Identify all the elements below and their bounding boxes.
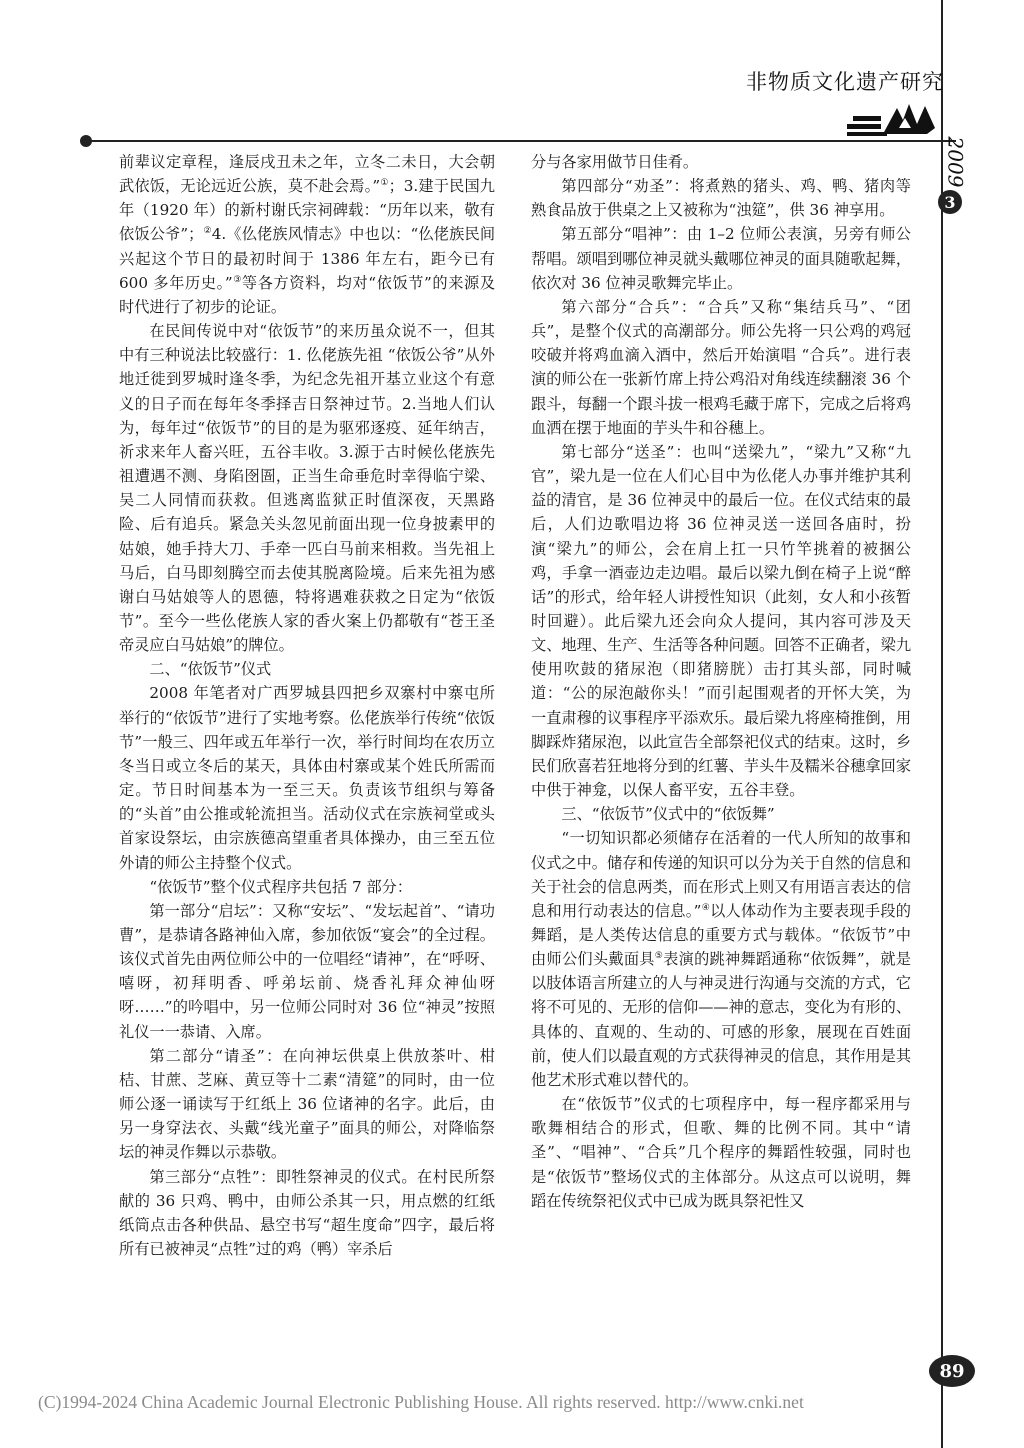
paragraph: 第六部分“合兵”：“合兵”又称“集结兵马”、“团兵”，是整个仪式的高潮部分。师公先将一只公鸡的鸡冠咬破并将鸡血滴入酒中，然后开始演唱 “合兵”。进行表演的师公在一张新竹席上持公鸡沿对角线连续翻滚 36 个跟斗，每翻一个跟斗拔一根鸡毛藏于席下，完成之后将鸡血洒在摆于地面的芋头牛和谷穗上。 — [531, 297, 911, 437]
section-heading: 二、“依饭节”仪式 — [149, 660, 272, 679]
paragraph: 第四部分“劝圣”：将煮熟的猪头、鸡、鸭、猪肉等熟食品放于供桌之上又被称为“浊筵”，供 36 神享用。 — [531, 177, 911, 220]
header-rule — [86, 140, 956, 142]
journal-logo-icon — [847, 98, 937, 138]
page-number: 89 — [929, 1355, 975, 1387]
header-rule-dot — [80, 135, 92, 147]
paragraph: 第七部分“送圣”：也叫“送梁九”，“梁九”又称“九官”，梁九是一位在人们心目中为仫佬人办事并维护其利益的清官，是 36 位神灵中的最后一位。在仪式结束的最后，人们边歌唱边将 36 位神灵送一送回各庙时，扮演“梁九”的师公，会在肩上扛一只竹竿挑着的被捆公鸡，手拿一酒壶边走边唱。最后以梁九倒在椅子上说“醉话”的形式，给年轻人讲授性知识（此刻，女人和小孩暂时回避）。此后梁九还会向众人提问，其内容可涉及天文、地理、生产、生活等各种问题。回答不正确者，梁九使用吹鼓的猪尿泡（即猪膀胱）击打其头部，同时喊道：“公的尿泡敲你头！”而引起围观者的开怀大笑，为一直肃穆的议事程序平添欢乐。最后梁九将座椅推倒，用脚踩炸猪尿泡，以此宣告全部祭祀仪式的结束。这时，乡民们欣喜若狂地将分到的红薯、芋头牛及糯米谷穗拿回家中供于神龛，以保人畜平安，五谷丰登。 — [531, 442, 911, 800]
paragraph: 在民间传说中对“依饭节”的来历虽众说不一，但其中有三种说法比较盛行：1. 仫佬族先祖 “依饭公爷”从外地迁徙到罗城时逢冬季，为纪念先祖开基立业这个有意义的日子而在每年冬季择吉日祭神过节。2.当地人们认为，每年过“依饭节”的目的是为驱邪逐疫、延年纳吉，祈求来年人畜兴旺，五谷丰收。3.源于古时候仫佬族先祖遭遇不测、身陷囹圄，正当生命垂危时幸得临宁梁、吴二人同情而获救。但逃离监狱正时值深夜，天黑路险、后有追兵。紧急关头忽见前面出现一位身披素甲的姑娘，她手持大刀、手牵一匹白马前来相救。当先祖上马后，白马即刻腾空而去使其脱离险境。后来先祖为感谢白马姑娘等人的恩德，特将遇难获救之日定为“依饭节”。至今一些仫佬族人家的香火案上仍都敬有“苍王圣帝灵应白马姑娘”的牌位。 — [119, 322, 495, 655]
paragraph: 前辈议定章程，逢辰戌丑未之年，立冬二未日，大会朝武依饭，无论远近公族，莫不赴会焉。”①；3.建于民国九年（1920 年）的新村谢氏宗祠碑载：“历年以来，敬有依饭公爷”；②4.《仫佬族风情志》中也以：“仫佬族民间兴起这个节日的最初时间于 1386 年左右，距今已有 600 多年历史。”③等各方资料，均对“依饭节”的来源及时代进行了初步的论证。 — [119, 153, 496, 316]
paragraph: 第一部分“启坛”：又称“安坛”、“发坛起首”、“请功曹”，是恭请各路神仙入席，参加依饭“宴会”的全过程。该仪式首先由两位师公中的一位唱经“请神”，在“呼呀、嘻呀，初拜明香、呼弟坛前、烧香礼拜众神仙呀呀……”的吟唱中，另一位师公同时对 36 位“神灵”按照礼仪一一恭请、入席。 — [119, 901, 495, 1041]
paragraph: 第三部分“点牲”：即牲祭神灵的仪式。在村民所祭献的 36 只鸡、鸭中，由师公杀其一只，用点燃的红纸纸筒点击各种供品、悬空书写“超生度命”四字，最后将所有已被神灵“点牲”过的鸡（鸭）宰杀后 — [119, 1167, 495, 1259]
paragraph: 第五部分“唱神”：由 1–2 位师公表演，另旁有师公帮唱。颂唱到哪位神灵就头戴哪位神灵的面具随歌起舞，依次对 36 位神灵歌舞完毕止。 — [531, 225, 911, 292]
left-column — [119, 150, 495, 1261]
year-label: 2009 — [943, 136, 967, 188]
copyright-notice: (C)1994-2024 China Academic Journal Electronic Publishing House. All rights reserved. http://www.cnki.net — [38, 1392, 804, 1412]
issue-badge: 3 — [938, 190, 962, 214]
paragraph: 第二部分“请圣”：在向神坛供桌上供放茶叶、柑桔、甘蔗、芝麻、黄豆等十二素“清筵”的同时，由一位师公逐一诵读写于红纸上 36 位诸神的名字。此后，由另一身穿法衣、头戴“线光童子”面具的师公，对降临祭坛的神灵作舞以示恭敬。 — [119, 1046, 495, 1162]
paragraph: 分与各家用做节日佳肴。 — [531, 153, 699, 171]
margin-vertical-rule — [941, 0, 943, 1448]
paragraph: “一切知识都必须储存在活着的一代人所知的故事和仪式之中。储存和传递的知识可以分为关于自然的信息和关于社会的信息两类，而在形式上则又有用语言表达的信息和用行动表达的信息。”④以人体动作为主要表现手段的舞蹈，是人类传达信息的重要方式与载体。“依饭节”中由师公们头戴面具⑤表演的跳神舞蹈通称“依饭舞”，就是以肢体语言所建立的人与神灵进行沟通与交流的方式，它将不可见的、无形的信仰——神的意志，变化为有形的、具体的、直观的、生动的、可感的形象，展现在百姓面前，使人们以最直观的方式获得神灵的信息，其作用是其他艺术形式难以替代的。 — [531, 829, 911, 1089]
journal-title: 非物质文化遗产研究 — [746, 70, 944, 94]
paragraph: 2008 年笔者对广西罗城县四把乡双寨村中寨屯所举行的“依饭节”进行了实地考察。仫佬族举行传统“依饭节”一般三、四年或五年举行一次，举行时间均在农历立冬当日或立冬后的某天，具体由村寨或某个姓氏所需而定。节日时间基本为一至三天。负责该节组织与筹备的“头首”由公推或轮流担当。活动仪式在宗族祠堂或头首家设祭坛，由宗族德高望重者具体操办，由三至五位外请的师公主持整个仪式。 — [119, 684, 495, 872]
paragraph: 在“依饭节”仪式的七项程序中，每一程序都采用与歌舞相结合的形式，但歌、舞的比例不同。其中“请圣”、“唱神”、“合兵”几个程序的舞蹈性较强，同时也是“依饭节”整场仪式的主体部分。从这点可以说明，舞蹈在传统祭祀仪式中已成为既具祭祀性又 — [531, 1095, 911, 1210]
section-heading: 三、“依饭节”仪式中的“依饭舞” — [561, 805, 775, 824]
right-column — [531, 150, 911, 1213]
paragraph: “依饭节”整个仪式程序共包括 7 部分： — [149, 877, 413, 896]
